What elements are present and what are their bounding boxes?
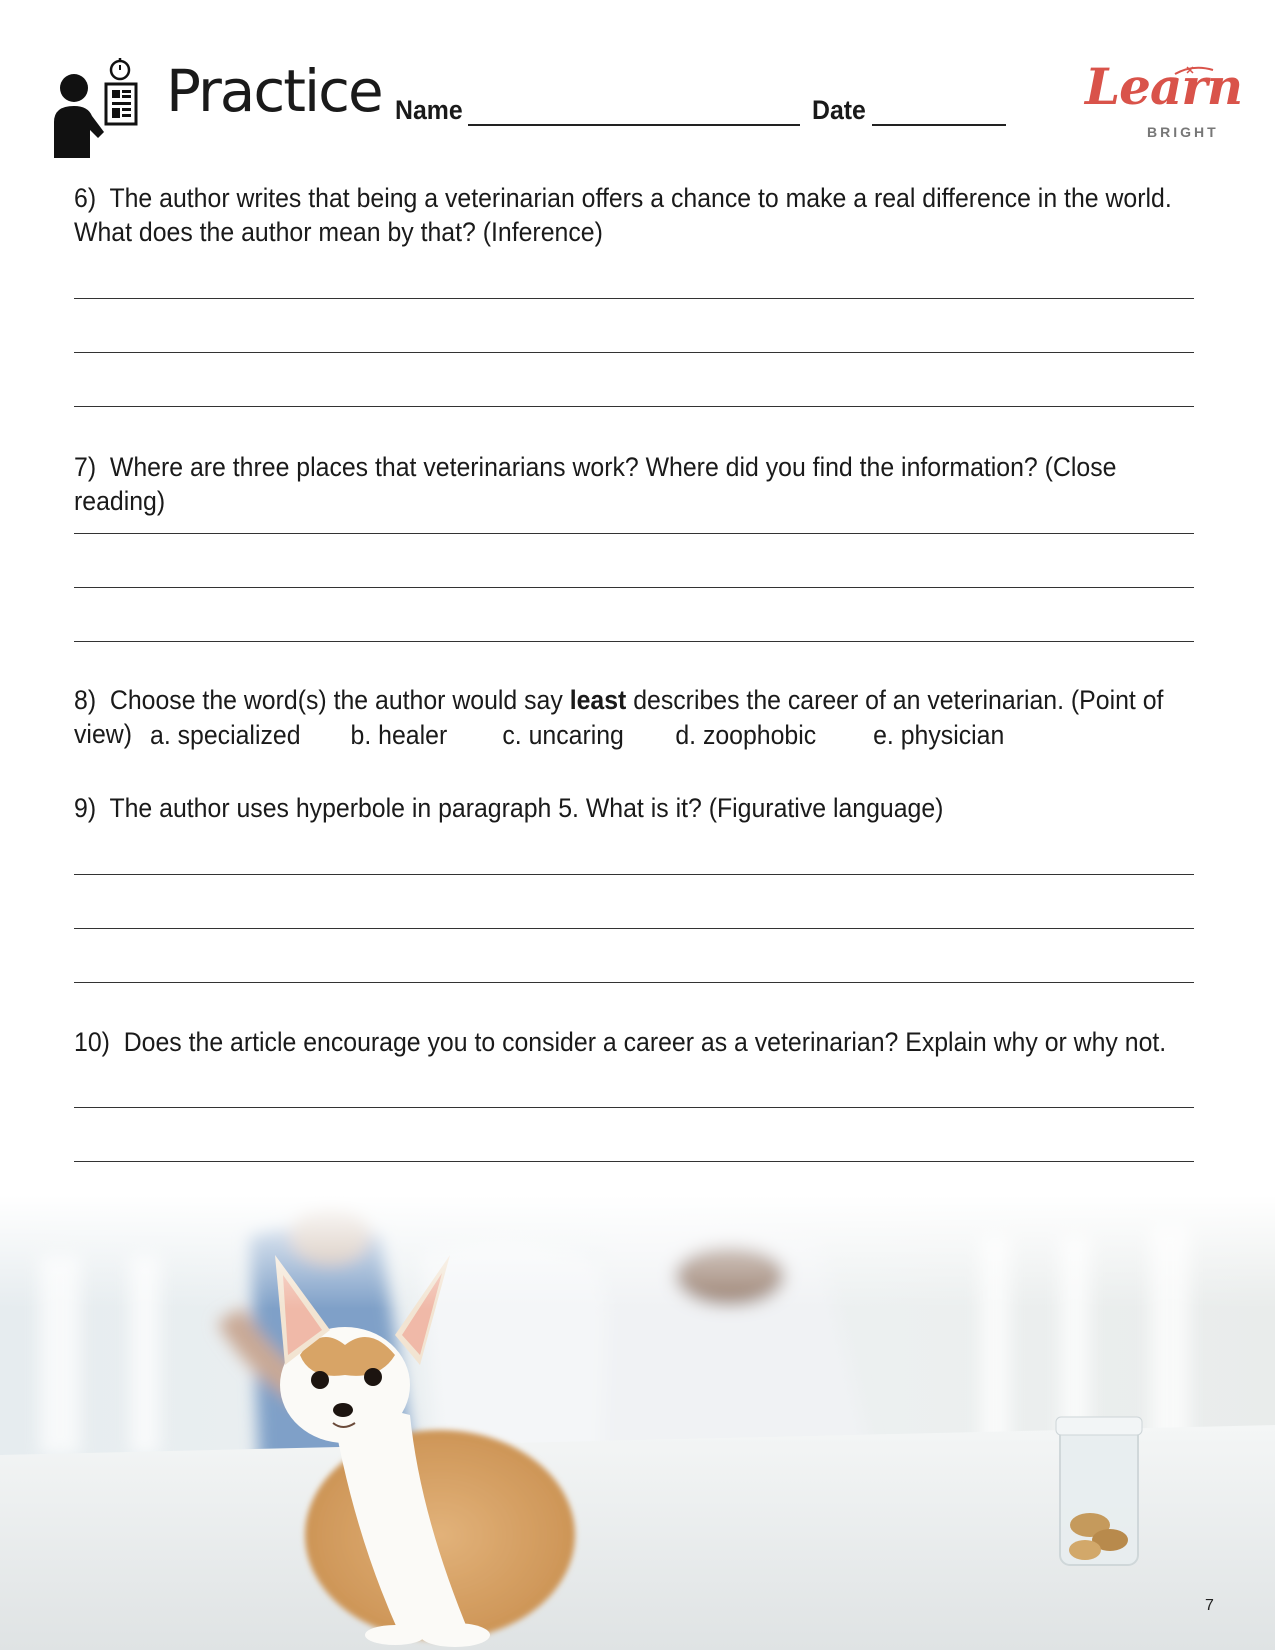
answer-line[interactable] xyxy=(74,406,1194,407)
page-title: Practice xyxy=(166,57,382,125)
question-text: Where are three places that veterinarians work? Where did you find the information? (Close reading) xyxy=(74,452,1117,516)
question-number: 7) xyxy=(74,452,97,482)
question-emphasis: least xyxy=(569,685,627,715)
question-10 xyxy=(74,1025,1206,1059)
answer-line[interactable] xyxy=(74,1107,1194,1108)
choice-b[interactable]: b. healer xyxy=(350,720,448,750)
choice-d[interactable]: d. zoophobic xyxy=(675,720,817,750)
answer-line[interactable] xyxy=(74,587,1194,588)
question-text: The author writes that being a veterinarian offers a chance to make a real difference in the world. What does the author mean by that? (Inference) xyxy=(74,183,1172,247)
learn-bright-logo xyxy=(1085,57,1243,142)
question-number: 10) xyxy=(74,1027,110,1057)
question-6 xyxy=(74,181,1206,249)
photo-illustration xyxy=(0,1195,1275,1650)
question-9 xyxy=(74,791,1206,825)
question-text: Does the article encourage you to consider a career as a veterinarian? Explain why or why not. xyxy=(123,1027,1167,1057)
answer-line[interactable] xyxy=(74,641,1194,642)
name-label: Name xyxy=(395,95,463,125)
answer-line[interactable] xyxy=(74,982,1194,983)
page-header xyxy=(0,0,1275,170)
question-text-after: describes the career of an veterinarian. (Point of view) xyxy=(74,685,1164,749)
answer-line[interactable] xyxy=(74,874,1194,875)
question-7 xyxy=(74,450,1206,518)
teacher-presentation-icon xyxy=(52,52,144,158)
date-field[interactable] xyxy=(872,124,1006,126)
page-number: 7 xyxy=(1205,1597,1214,1614)
question-number: 6) xyxy=(74,183,97,213)
chihuahua-vet-photo xyxy=(0,1195,1275,1650)
question-number: 9) xyxy=(74,793,97,823)
answer-line[interactable] xyxy=(74,352,1194,353)
name-field[interactable] xyxy=(468,124,800,126)
question-text-before: Choose the word(s) the author would say xyxy=(109,685,570,715)
logo-word: Learn xyxy=(1085,57,1243,116)
choice-a[interactable]: a. specialized xyxy=(150,720,301,750)
choice-e[interactable]: e. physician xyxy=(873,720,1005,750)
answer-line[interactable] xyxy=(74,533,1194,534)
answer-line[interactable] xyxy=(74,298,1194,299)
question-number: 8) xyxy=(74,685,97,715)
question-text: The author uses hyperbole in paragraph 5. What is it? (Figurative language) xyxy=(109,793,944,823)
logo-sub: BRIGHT xyxy=(1147,124,1219,140)
choice-c[interactable]: c. uncaring xyxy=(502,720,624,750)
date-label: Date xyxy=(812,95,866,125)
answer-line[interactable] xyxy=(74,1161,1194,1162)
answer-line[interactable] xyxy=(74,928,1194,929)
